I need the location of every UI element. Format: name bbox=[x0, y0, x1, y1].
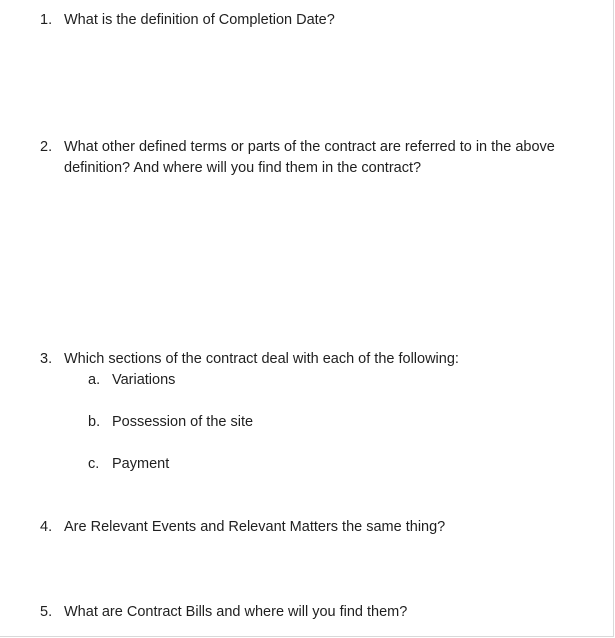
sub-item-letter: c. bbox=[88, 456, 100, 472]
sub-item-text: Payment bbox=[112, 456, 170, 472]
sub-item-b bbox=[88, 412, 253, 433]
question-1 bbox=[40, 10, 593, 31]
question-number: 5. bbox=[40, 604, 53, 620]
question-text: Are Relevant Events and Relevant Matters the same thing? bbox=[64, 519, 446, 535]
question-text: Which sections of the contract deal with each of the following: bbox=[64, 351, 459, 367]
sub-item-letter: a. bbox=[88, 372, 101, 388]
question-2 bbox=[40, 137, 593, 179]
sub-item-text: Variations bbox=[112, 372, 176, 388]
sub-item-letter: b. bbox=[88, 414, 101, 430]
question-number: 1. bbox=[40, 12, 53, 28]
sub-item-c bbox=[88, 454, 169, 475]
question-3 bbox=[40, 349, 593, 370]
question-number: 3. bbox=[40, 351, 53, 367]
question-number: 4. bbox=[40, 519, 53, 535]
question-4 bbox=[40, 517, 593, 538]
question-text: What are Contract Bills and where will you find them? bbox=[64, 604, 408, 620]
question-5 bbox=[40, 602, 593, 623]
question-text: What is the definition of Completion Date? bbox=[64, 12, 335, 28]
question-number: 2. bbox=[40, 139, 53, 155]
sub-item-a bbox=[88, 370, 175, 391]
question-text: What other defined terms or parts of the contract are referred to in the above definition? And where will you find them in the contract? bbox=[64, 139, 555, 176]
sub-item-text: Possession of the site bbox=[112, 414, 254, 430]
